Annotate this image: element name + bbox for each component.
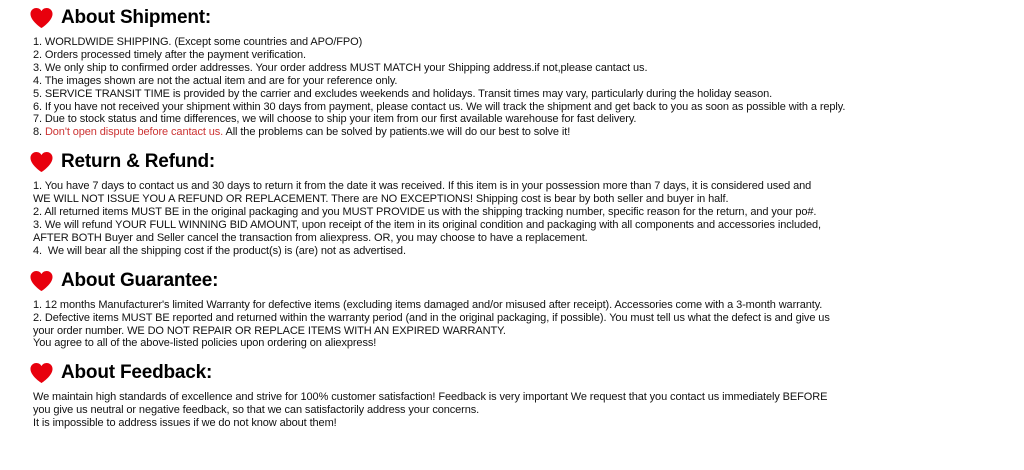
policy-line: 5. SERVICE TRANSIT TIME is provided by the carrier and excludes weekends and holidays. Transit times may vary, particularly during the holiday season. [33,87,773,100]
policy-line: 3. We only ship to confirmed order addresses. Your order address MUST MATCH your Shipping address.if not,please cantact us. [33,61,648,74]
policy-line: AFTER BOTH Buyer and Seller cancel the transaction from aliexpress. OR, you may choose to have a replacement. [33,231,588,244]
section-header [0,5,1024,31]
policy-line: 6. If you have not received your shipment within 30 days from payment, please contact us. We will track the shipment and get back to you as soon as possible with a reply. [33,100,846,113]
policy-line: 3. We will refund YOUR FULL WINNING BID AMOUNT, upon receipt of the item in its original condition and packaging with all components and accessories included, [33,218,821,231]
heart-icon [30,152,53,172]
section-lines [0,180,1024,257]
heart-icon [30,363,53,383]
policy-line: 1. You have 7 days to contact us and 30 days to return it from the date it was received. If this item is in your possession more than 7 days, it is considered used and [33,180,812,193]
section-return-refund [0,149,1024,257]
section-about-guarantee [0,268,1024,351]
policy-line: It is impossible to address issues if we do not know about them! [33,417,337,430]
policy-line: 8. Don't open dispute before cantact us. All the problems can be solved by patients.we will do our best to solve it! [33,126,571,139]
section-title: About Shipment: [61,7,212,28]
heart-icon [30,271,53,291]
policy-line: WE WILL NOT ISSUE YOU A REFUND OR REPLACEMENT. There are NO EXCEPTIONS! Shipping cost is bear by both seller and buyer in half. [33,193,729,206]
section-about-shipment [0,5,1024,139]
section-lines [0,391,1024,430]
policy-line: 1. WORLDWIDE SHIPPING. (Except some countries and APO/FPO) [33,36,363,48]
section-title: About Feedback: [61,362,213,384]
section-title: Return & Refund: [61,151,216,173]
section-lines [0,36,1024,139]
policy-line: We maintain high standards of excellence and strive for 100% customer satisfaction! Feedback is very important We request that you contact us immediately BEFORE [33,391,828,404]
section-lines [0,299,1024,351]
policy-line: 7. Due to stock status and time differences, we will choose to ship your item from our first available warehouse for fast delivery. [33,113,637,126]
policy-line: You agree to all of the above-listed policies upon ordering on aliexpress! [33,337,377,350]
policy-line: you give us neutral or negative feedback, so that we can satisfactorily address your concerns. [33,404,480,417]
section-about-feedback [0,360,1024,430]
section-header [0,268,1024,294]
section-title: About Guarantee: [61,269,219,291]
policy-line: 2. Orders processed timely after the payment verification. [33,48,306,61]
section-header [0,149,1024,175]
policy-line: 2. All returned items MUST BE in the original packaging and you MUST PROVIDE us with the shipping tracking number, specific reason for the return, and your po#. [33,206,817,219]
section-header [0,360,1024,386]
policy-line: 4. We will bear all the shipping cost if the product(s) is (are) not as advertised. [33,244,406,257]
policy-line: 2. Defective items MUST BE reported and returned within the warranty period (and in the original packaging, if possible). You must tell us what the defect is and give us [33,311,830,324]
policy-line: 4. The images shown are not the actual item and are for your reference only. [33,74,398,87]
heart-icon [30,8,53,28]
policy-line: 1. 12 months Manufacturer's limited Warranty for defective items (excluding items damaged and/or misused after receipt). Accessories come with a 3-month warranty. [33,298,823,311]
warning-text: Don't open dispute before cantact us. [44,126,224,139]
policy-line: your order number. WE DO NOT REPAIR OR REPLACE ITEMS WITH AN EXPIRED WARRANTY. [33,324,506,337]
